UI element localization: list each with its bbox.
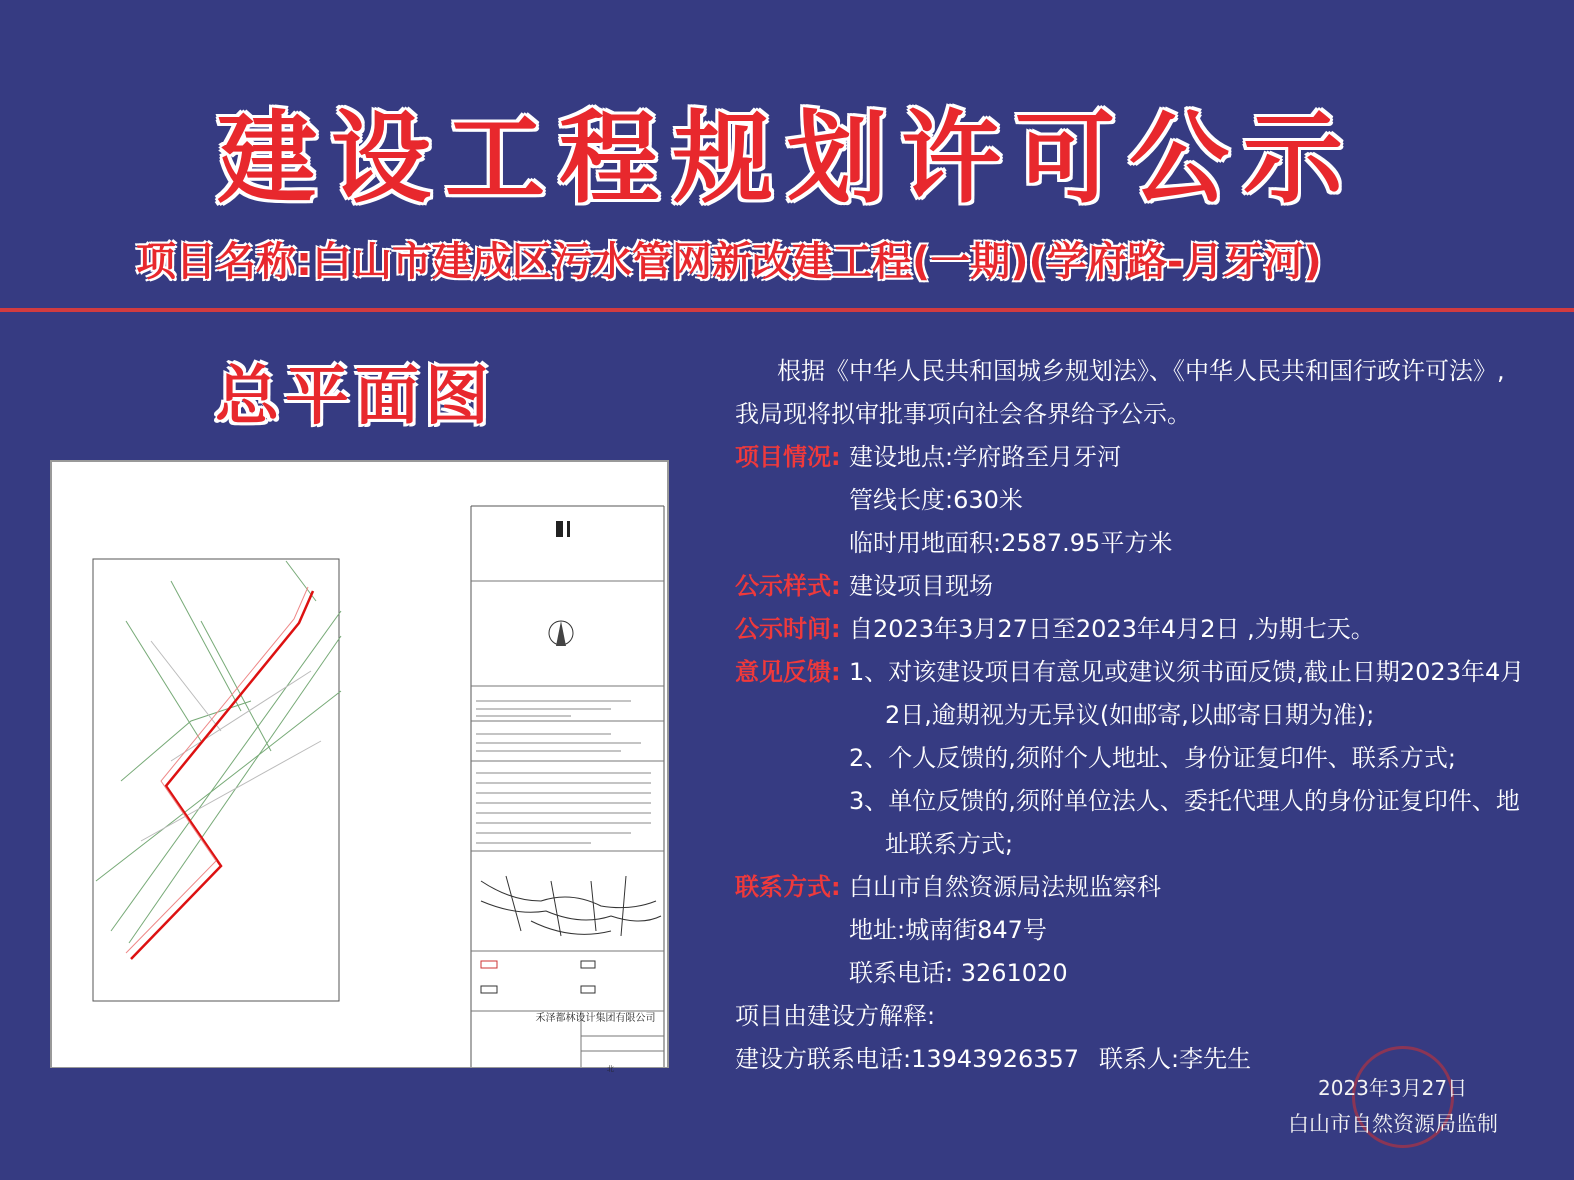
time-value: 自2023年3月27日至2023年4月2日 ,为期七天。 <box>849 615 1375 643</box>
pipe-length: 管线长度:630米 <box>849 486 1023 514</box>
contact-address: 地址:城南街847号 <box>849 916 1047 944</box>
project-name: 项目名称:白山市建成区污水管网新改建工程(一期)(学府路-月牙河) <box>136 239 1322 285</box>
issuing-org: 白山市自然资源局监制 <box>1288 1112 1498 1136</box>
plan-title: 总平面图 <box>215 360 495 434</box>
time-label: 公示时间: <box>735 615 841 643</box>
project-location: 建设地点:学府路至月牙河 <box>849 443 1122 471</box>
north-label: 北 <box>607 1065 614 1073</box>
builder-contact: 联系人:李先生 <box>1099 1045 1252 1073</box>
divider-line <box>0 308 1574 312</box>
style-label: 公示样式: <box>735 572 841 600</box>
intro-line-1: 根据《中华人民共和国城乡规划法》、《中华人民共和国行政许可法》, <box>777 357 1505 385</box>
contact-label: 联系方式: <box>735 873 841 901</box>
project-info-label: 项目情况: <box>735 443 841 471</box>
style-value: 建设项目现场 <box>849 572 993 600</box>
contact-dept: 白山市自然资源局法规监察科 <box>849 873 1161 901</box>
site-plan-svg <box>51 461 668 1067</box>
feedback-item-1b: 2日,逾期视为无异议(如邮寄,以邮寄日期为准); <box>885 701 1375 729</box>
feedback-item-2: 2、个人反馈的,须附个人地址、身份证复印件、联系方式; <box>849 744 1456 772</box>
feedback-label: 意见反馈: <box>735 658 841 686</box>
notice-date: 2023年3月27日 <box>1318 1076 1468 1100</box>
feedback-item-1a: 1、对该建设项目有意见或建议须书面反馈,截止日期2023年4月 <box>849 658 1525 686</box>
main-title: 建设工程规划许可公示 <box>217 100 1357 217</box>
feedback-item-3a: 3、单位反馈的,须附单位法人、委托代理人的身份证复印件、地 <box>849 787 1520 815</box>
explain-note: 项目由建设方解释: <box>735 1002 936 1030</box>
feedback-item-3b: 址联系方式; <box>885 830 1014 858</box>
design-company: 禾泽都林设计集团有限公司 <box>535 1013 656 1024</box>
site-plan-drawing <box>50 460 669 1073</box>
builder-phone: 建设方联系电话:13943926357 <box>735 1045 1080 1073</box>
temp-land-area: 临时用地面积:2587.95平方米 <box>849 529 1173 557</box>
contact-phone: 联系电话: 3261020 <box>849 959 1068 987</box>
intro-line-2: 我局现将拟审批事项向社会各界给予公示。 <box>735 400 1191 428</box>
